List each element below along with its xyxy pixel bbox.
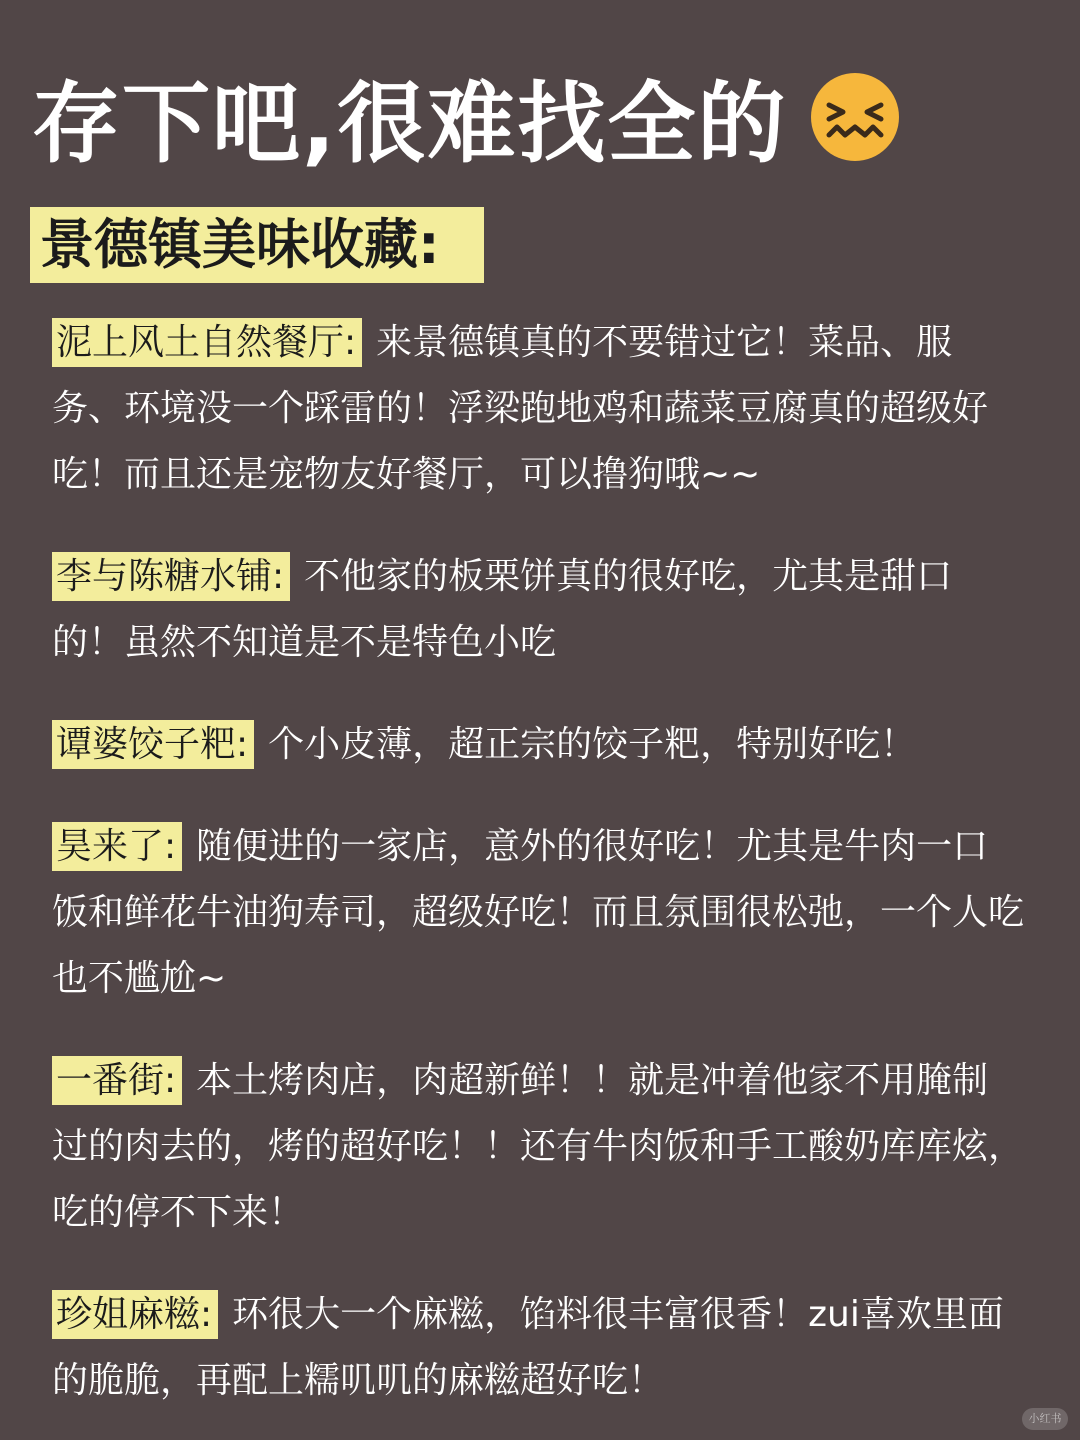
restaurant-review: 来景德镇真的不要错过它！菜品、服务、环境没一个踩雷的！浮梁跑地鸡和蔬菜豆腐真的超级好吃！而且还是宠物友好餐厅，可以撸狗哦~~	[52, 322, 989, 495]
restaurant-review: 本土烤肉店，肉超新鲜！！就是冲着他家不用腌制过的肉去的，烤的超好吃！！还有牛肉饭和手工酸奶库库炫，吃的停不下来！	[52, 1060, 1025, 1233]
restaurant-review: 环很大一个麻糍，馅料很丰富很香！zui喜欢里面的脆脆，再配上糯叽叽的麻糍超好吃！	[52, 1294, 1004, 1401]
main-title-text: 存下吧,很难找全的	[32, 72, 788, 175]
restaurant-name: 珍姐麻糍:	[52, 1290, 218, 1339]
list-item	[52, 1048, 1024, 1246]
watermark-logo: 小红书	[1022, 1408, 1068, 1430]
restaurant-review: 随便进的一家店，意外的很好吃！尤其是牛肉一口饭和鲜花牛油狗寿司，超级好吃！而且氛围很松弛，一个人吃也不尴尬~	[52, 826, 1025, 999]
list-item	[52, 310, 1024, 508]
restaurant-name: 谭婆饺子粑:	[52, 720, 254, 769]
restaurant-name: 昊来了:	[52, 822, 182, 871]
restaurant-list	[52, 310, 1024, 1414]
confounded-face-icon	[809, 71, 901, 163]
main-title	[32, 62, 901, 175]
restaurant-name: 一番街:	[52, 1056, 182, 1105]
restaurant-name: 李与陈糖水铺:	[52, 552, 290, 601]
list-item	[52, 712, 1024, 778]
restaurant-name: 泥上风土自然餐厅:	[52, 318, 362, 367]
list-item	[52, 814, 1024, 1012]
section-title: 景德镇美味收藏:	[30, 207, 484, 283]
list-item	[52, 544, 1024, 676]
list-item	[52, 1282, 1024, 1414]
restaurant-review: 不他家的板栗饼真的很好吃，尤其是甜口的！虽然不知道是不是特色小吃	[52, 556, 953, 663]
restaurant-review: 个小皮薄，超正宗的饺子粑，特别好吃！	[268, 724, 917, 765]
